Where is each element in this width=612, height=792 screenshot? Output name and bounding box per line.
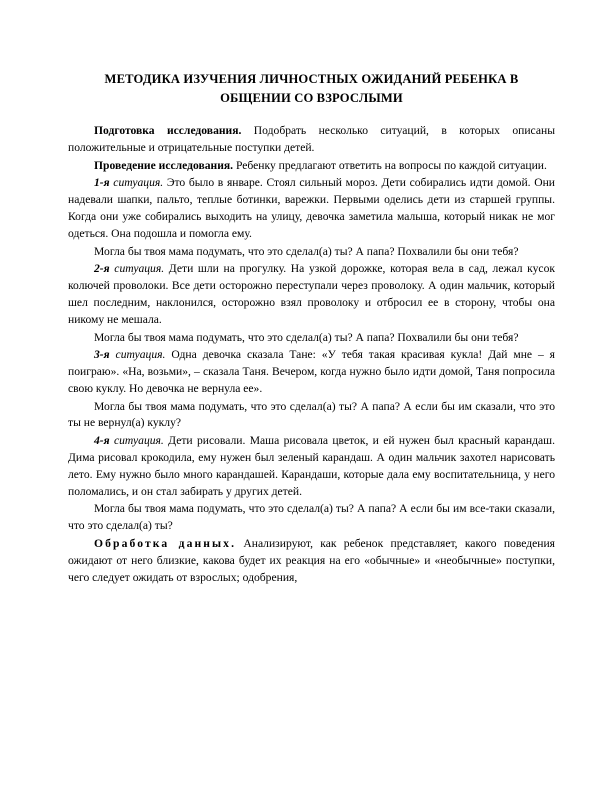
document-body xyxy=(68,123,555,587)
paragraph-situation-4 xyxy=(68,433,555,501)
page-title: МЕТОДИКА ИЗУЧЕНИЯ ЛИЧНОСТНЫХ ОЖИДАНИЙ РЕБЕНКА В ОБЩЕНИИ СО ВЗРОСЛЫМИ xyxy=(104,72,519,105)
paragraph-situation-2-question xyxy=(68,330,555,347)
situation-1-question: Могла бы твоя мама подумать, что это сделал(а) ты? А папа? Похвалили бы они тебя? xyxy=(94,244,519,258)
situation-4-word: ситуация. xyxy=(109,433,164,447)
paragraph-preparation xyxy=(68,123,555,157)
paragraph-processing xyxy=(68,536,555,587)
conduct-text: Ребенку предлагают ответить на вопросы по каждой ситуации. xyxy=(233,158,547,172)
paragraph-situation-2 xyxy=(68,261,555,329)
preparation-text: Подобрать несколько ситуаций, в которых описаны положительные и отрицательные поступки детей. xyxy=(68,124,555,155)
paragraph-situation-3 xyxy=(68,347,555,398)
situation-3-text: Одна девочка сказала Тане: «У тебя такая красивая кукла! Дай мне – я поиграю». «На, возьми», – сказала Таня. Вечером, когда нужно было идти домой, Таня попросила свою куклу. Но девочка не вернула ее». xyxy=(68,348,556,396)
situation-3-word: ситуация. xyxy=(109,348,166,362)
processing-lead-label: Обработка данных. xyxy=(94,536,237,550)
paragraph-conduct xyxy=(68,158,555,175)
paragraph-situation-1 xyxy=(68,175,555,243)
situation-3-number: 3-я xyxy=(94,348,110,362)
conduct-lead-label: Проведение исследования. xyxy=(94,158,234,172)
situation-2-word: ситуация. xyxy=(109,262,165,276)
situation-2-text: Дети шли на прогулку. На узкой дорожке, которая вела в сад, лежал кусок колючей проволоки. Все дети осторожно переступали через проволоку. А один мальчик, который шел последним, наклонился, осторожно взял проволоку и отбросил ее в сторону, чтобы она никому не мешала. xyxy=(68,262,556,327)
situation-1-word: ситуация. xyxy=(109,176,164,190)
situation-3-question: Могла бы твоя мама подумать, что это сделал(а) ты? А папа? А если бы им сказали, что это ты не вернул(а) куклу? xyxy=(68,399,555,430)
situation-4-number: 4-я xyxy=(94,433,110,447)
processing-text: Анализируют, как ребенок представляет, какого поведения ожидают от него близкие, какова будет их реакция на его «обычные» и «необычные» поступки, чего следует ожидать от взрослых; одобрения, xyxy=(68,536,556,584)
situation-2-number: 2-я xyxy=(94,262,110,276)
paragraph-situation-1-question xyxy=(68,244,555,261)
paragraph-situation-4-question xyxy=(68,501,555,535)
situation-4-question: Могла бы твоя мама подумать, что это сделал(а) ты? А папа? А если бы им все-таки сказали, что это сделал(а) ты? xyxy=(68,502,555,533)
situation-4-text: Дети рисовали. Маша рисовала цветок, и ей нужен был красный карандаш. Дима рисовал крокодила, ему нужен был зеленый карандаш. А один мальчик захотел нарисовать лето. Ему нужно было много карандашей. Карандаши, которые дала ему воспитательница, у него поломались, и он стал забирать у других детей. xyxy=(68,433,555,498)
situation-1-text: Это было в январе. Стоял сильный мороз. Дети собирались идти домой. Они надевали шапки, пальто, теплые ботинки, варежки. Первыми оделись дети из старшей группы. Когда они уже собирались выходить на улицу, девочка заметила малыша, который никак не мог одеться. Она подошла и помогла ему. xyxy=(68,176,556,241)
situation-2-question: Могла бы твоя мама подумать, что это сделал(а) ты? А папа? Похвалили бы они тебя? xyxy=(94,330,519,344)
preparation-lead-label: Подготовка исследования. xyxy=(94,124,242,138)
page-content xyxy=(68,0,555,587)
paragraph-situation-3-question xyxy=(68,399,555,433)
situation-1-number: 1-я xyxy=(94,176,110,190)
